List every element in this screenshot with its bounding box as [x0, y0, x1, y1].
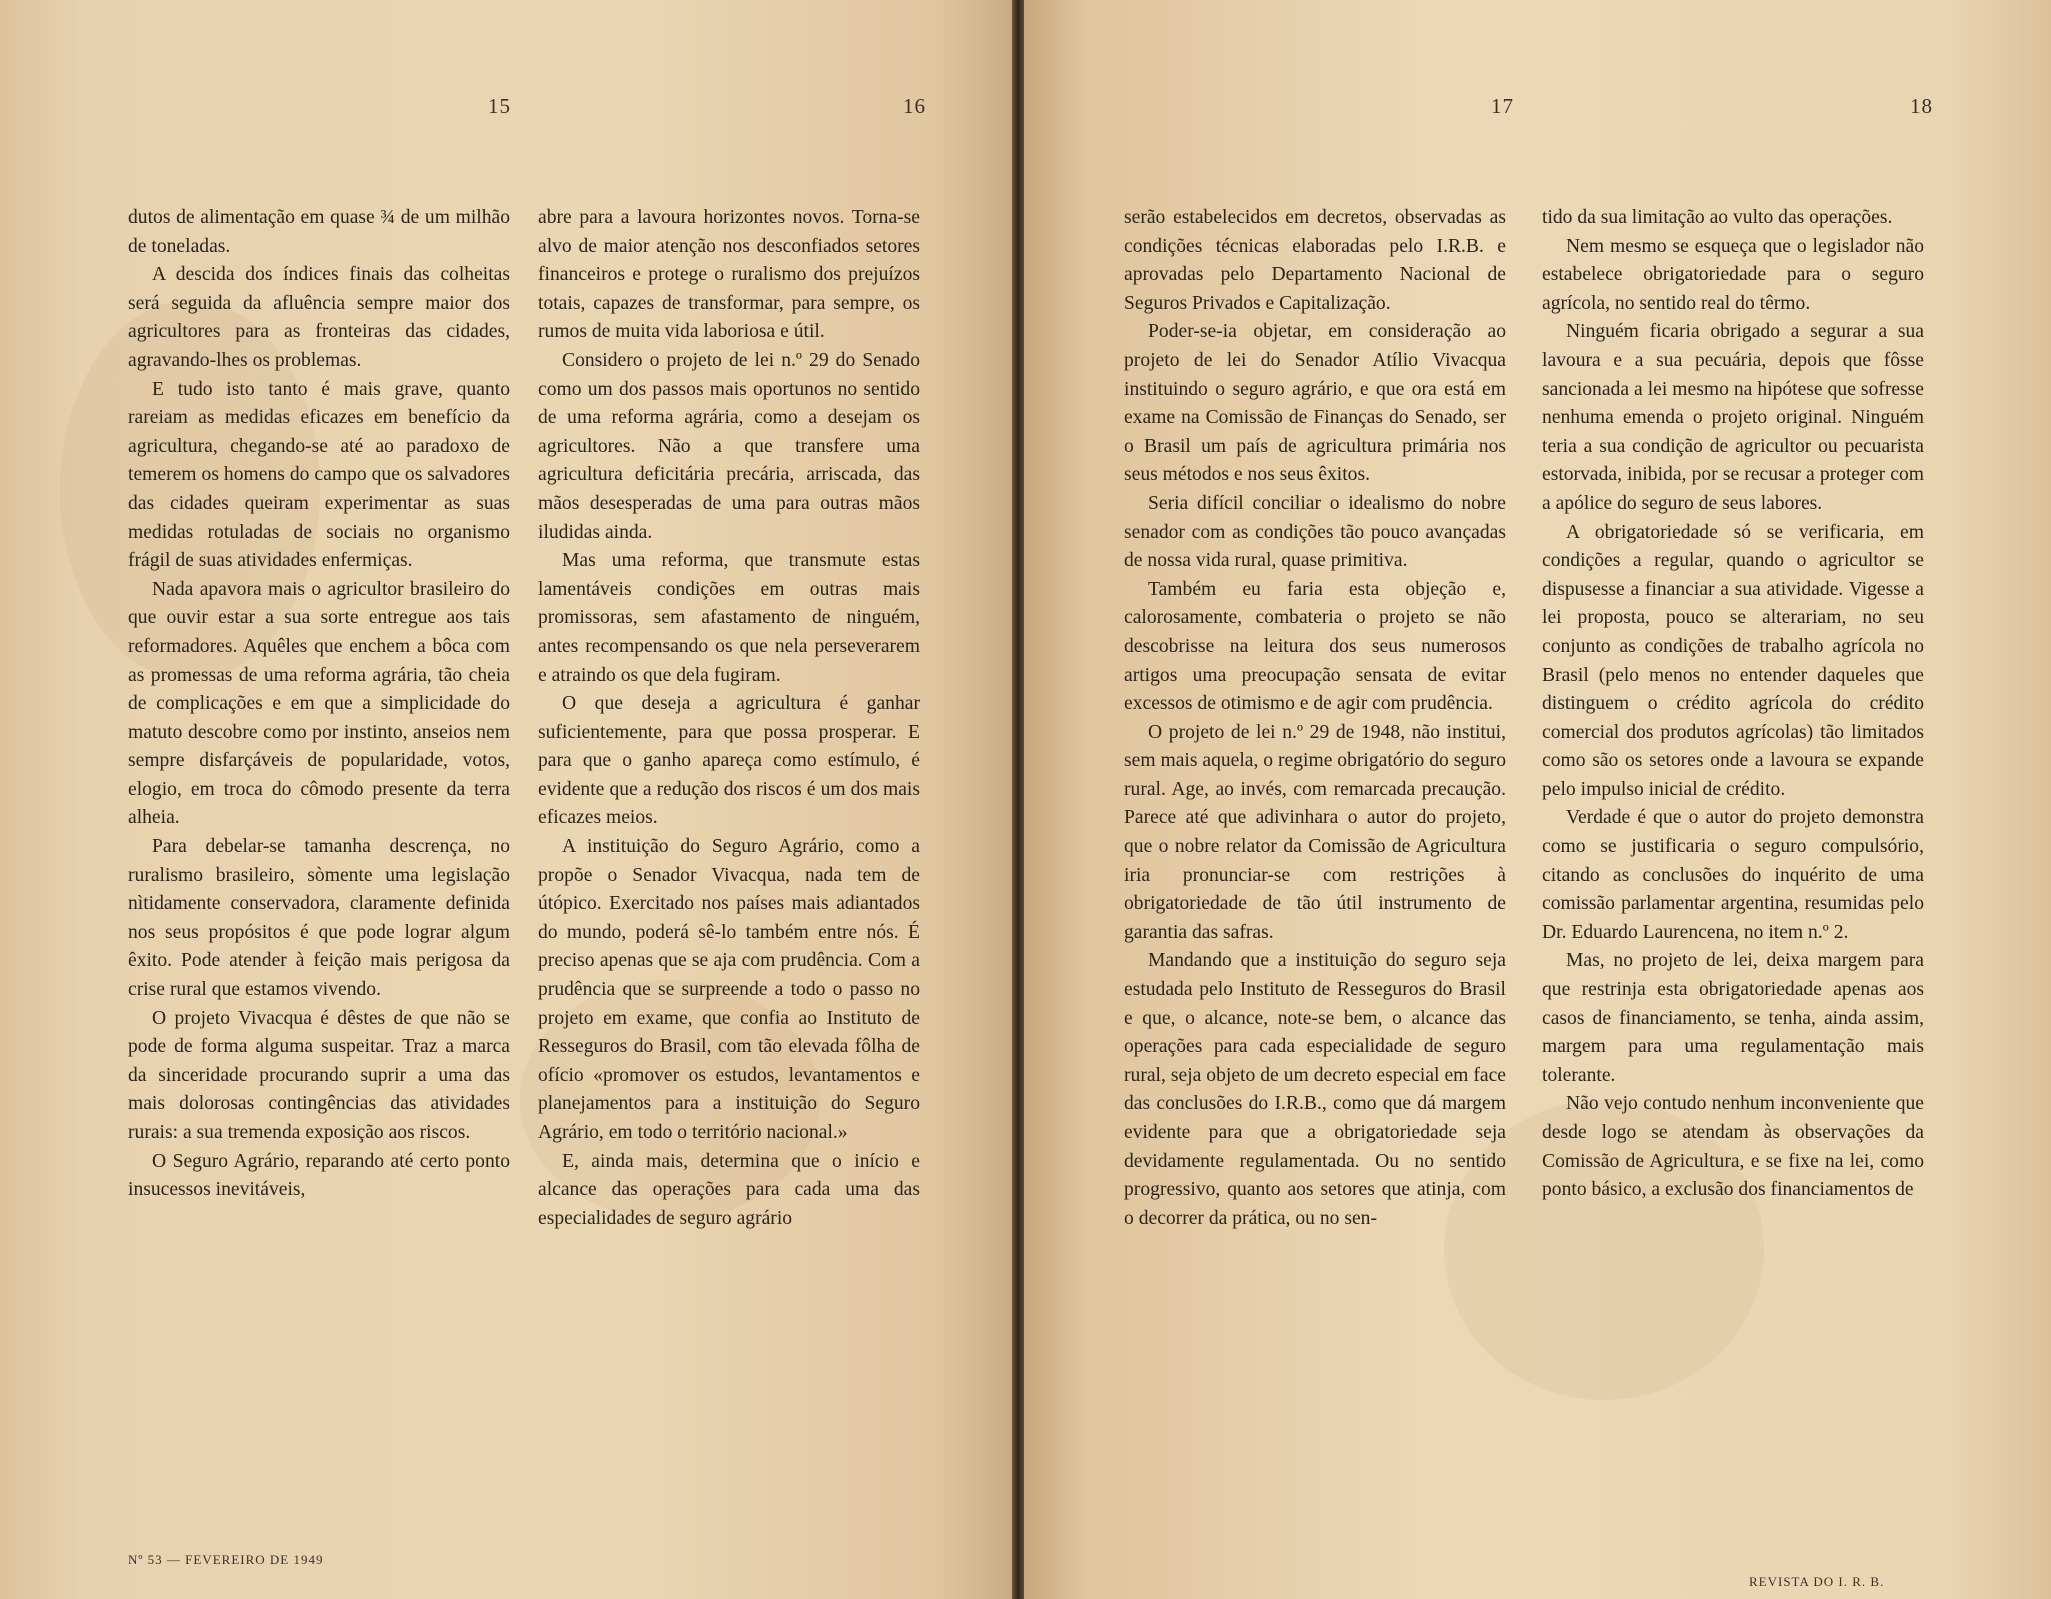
paragraph: A instituição do Seguro Agrário, como a propõe o Senador Vivacqua, nada tem de útópico. Exercitado nos países mais adiantados do mundo, poderá sê-lo também entre nós. É preciso apenas que se aja com prudência. Com a prudência que se surpreende a todo o passo no projeto em exame, que confia ao Instituto de Resseguros do Brasil, com tão elevada fôlha de ofício «promover os estudos, levantamentos e planejamentos para a instituição do Seguro Agrário, em todo o território nacional.»	[538, 836, 920, 1143]
paragraph: Não vejo contudo nenhum inconveniente que desde logo se atendam às observações da Comissão de Agricultura, e se fixe na lei, como ponto básico, a exclusão dos financiamentos de	[1542, 1093, 1924, 1201]
paragraph: Ninguém ficaria obrigado a segurar a sua lavoura e a sua pecuária, depois que fôsse sancionada a lei mesmo na hipótese que sofresse nenhuma emenda o projeto original. Ninguém teria a sua condição de agricultor ou pecuarista estorvada, inibida, por se recusar a proteger com a apólice do seguro de seus labores.	[1542, 321, 1924, 514]
right-page-leaf	[1024, 0, 2051, 1599]
paragraph: dutos de alimentação em quase ¾ de um milhão de toneladas.	[128, 207, 510, 257]
paragraph: Verdade é que o autor do projeto demonstra como se justificaria o seguro compulsório, citando as conclusões do inquérito de uma comissão parlamentar argentina, resumidas pelo Dr. Eduardo Laurencena, no item n.º 2.	[1542, 807, 1924, 943]
text-column-page-15	[128, 204, 510, 1205]
paragraph: Mas, no projeto de lei, deixa margem para que restrinja esta obrigatoriedade apenas aos casos de financiamento, se tenha, ainda assim, margem para uma regulamentação mais tolerante.	[1542, 950, 1924, 1086]
paragraph: Seria difícil conciliar o idealismo do nobre senador com as condições tão pouco avançadas de nossa vida rural, quase primitiva.	[1124, 492, 1506, 572]
paragraph: O projeto de lei n.º 29 de 1948, não institui, sem mais aquela, o regime obrigatório do seguro rural. Age, ao invés, com remarcada precaução. Parece até que adivinhara o autor do projeto, que o nobre relator da Comissão de Agricultura iria pronunciar-se com restrições à obrigatoriedade de tão útil instrumento de garantia das safras.	[1124, 721, 1506, 943]
paragraph: serão estabelecidos em decretos, observadas as condições técnicas elaboradas pelo I.R.B. e aprovadas pelo Departamento Nacional de Seguros Privados e Capitalização.	[1124, 207, 1506, 314]
paragraph: Nem mesmo se esqueça que o legislador não estabelece obrigatoriedade para o seguro agrícola, no sentido real do têrmo.	[1542, 235, 1924, 314]
paragraph: Considero o projeto de lei n.º 29 do Senado como um dos passos mais oportunos no sentido de uma reforma agrária, como a desejam os agricultores. Não a que transfere uma agricultura deficitária precária, arriscada, das mãos desesperadas de uma para outras mãos iludidas ainda.	[538, 349, 920, 543]
paragraph: Nada apavora mais o agricultor brasileiro do que ouvir estar a sua sorte entregue aos tais reformadores. Aquêles que enchem a bôca com as promessas de uma reforma agrária, tão cheia de complicações e em que a simplicidade do matuto descobre como por instinto, anseios nem sempre disfarçáveis de popularidade, votos, elogio, em troca do cômodo presente da terra alheia.	[128, 578, 510, 829]
paragraph: Mas uma reforma, que transmute estas lamentáveis condições em outras mais promissoras, sem afastamento de ninguém, antes recompensando os que nela perseverarem e atraindo os que dela fugiram.	[538, 550, 920, 686]
text-column-page-17	[1124, 204, 1506, 1233]
paragraph: Para debelar-se tamanha descrença, no ruralismo brasileiro, sòmente uma legislação nìtidamente conservadora, claramente definida nos seus propósitos é que pode lograr algum êxito. Pode atender à feição mais perigosa da crise rural que estamos vivendo.	[128, 836, 510, 1001]
text-column-page-18	[1542, 204, 1924, 1205]
page-number-17: 17	[1491, 94, 1514, 118]
text-column-page-16	[538, 204, 920, 1233]
paragraph: Mandando que a instituição do seguro seja estudada pelo Instituto de Resseguros do Brasil e que, o alcance, note-se bem, o alcance das operações para cada especialidade de seguro rural, seja objeto de um decreto especial em face das conclusões do I.R.B., como que dá margem evidente para que a obrigatoriedade seja devidamente regulamentada. Ou no sentido progressivo, quanto aos setores que atinja, com o decorrer da prática, ou no sen-	[1124, 950, 1506, 1229]
paragraph: A obrigatoriedade só se verificaria, em condições a regular, quando o agricultor se dispusesse a financiar a sua atividade. Vigesse a lei proposta, pouco se alterariam, no seu conjunto as condições de trabalho agrícola no Brasil (pelo menos no entender daqueles que distinguem o crédito agrícola do crédito comercial dos produtos agrícolas) tão limitados como são os setores onde a lavoura se expande pelo impulso inicial de crédito.	[1542, 521, 1924, 800]
page-number-15: 15	[488, 94, 511, 118]
paragraph: E, ainda mais, determina que o início e alcance das operações para cada uma das especialidades de seguro agrário	[538, 1150, 920, 1229]
book-gutter	[1012, 0, 1024, 1599]
paragraph: Poder-se-ia objetar, em consideração ao projeto de lei do Senador Atílio Vivacqua instituindo o seguro agrário, e que ora está em exame na Comissão de Finanças do Senado, ser o Brasil um país de agricultura primária nos seus métodos e nos seus êxitos.	[1124, 321, 1506, 486]
paragraph: abre para a lavoura horizontes novos. Torna-se alvo de maior atenção nos desconfiados setores financeiros e protege o ruralismo dos prejuízos totais, capazes de transformar, para sempre, os rumos de muita vida laboriosa e útil.	[538, 207, 920, 343]
paragraph: A descida dos índices finais das colheitas será seguida da afluência sempre maior dos agricultores para as fronteiras das cidades, agravando-lhes os problemas.	[128, 264, 510, 371]
paragraph: O projeto Vivacqua é dêstes de que não se pode de forma alguma suspeitar. Traz a marca da sinceridade procurando suprir a uma das mais dolorosas contingências das atividades rurais: a sua tremenda exposição aos riscos.	[128, 1007, 510, 1143]
paragraph: E tudo isto tanto é mais grave, quanto rareiam as medidas eficazes em benefício da agricultura, chegando-se até ao paradoxo de temerem os homens do campo que os salvadores das cidades queiram experimentar as suas medidas rotuladas de sociais no organismo frágil de suas atividades enfermiças.	[128, 378, 510, 572]
paragraph: tido da sua limitação ao vulto das operações.	[1542, 207, 1893, 228]
page-number-16: 16	[903, 94, 926, 118]
footer-journal-name: REVISTA DO I. R. B.	[1749, 1574, 1885, 1589]
paragraph: O Seguro Agrário, reparando até certo ponto insucessos inevitáveis,	[128, 1150, 510, 1201]
footer-issue-date: Nº 53 — FEVEREIRO DE 1949	[128, 1552, 324, 1567]
paragraph: O que deseja a agricultura é ganhar suficientemente, para que possa prosperar. E para que o ganho apareça como estímulo, é evidente que a redução dos riscos é um dos mais eficazes meios.	[538, 693, 920, 829]
page-number-18: 18	[1910, 94, 1933, 118]
left-page-leaf	[0, 0, 1012, 1599]
paragraph: Também eu faria esta objeção e, calorosamente, combateria o projeto se não descobrisse na leitura dos seus numerosos artigos uma preocupação sensata de evitar excessos de otimismo e de agir com prudência.	[1124, 578, 1506, 715]
